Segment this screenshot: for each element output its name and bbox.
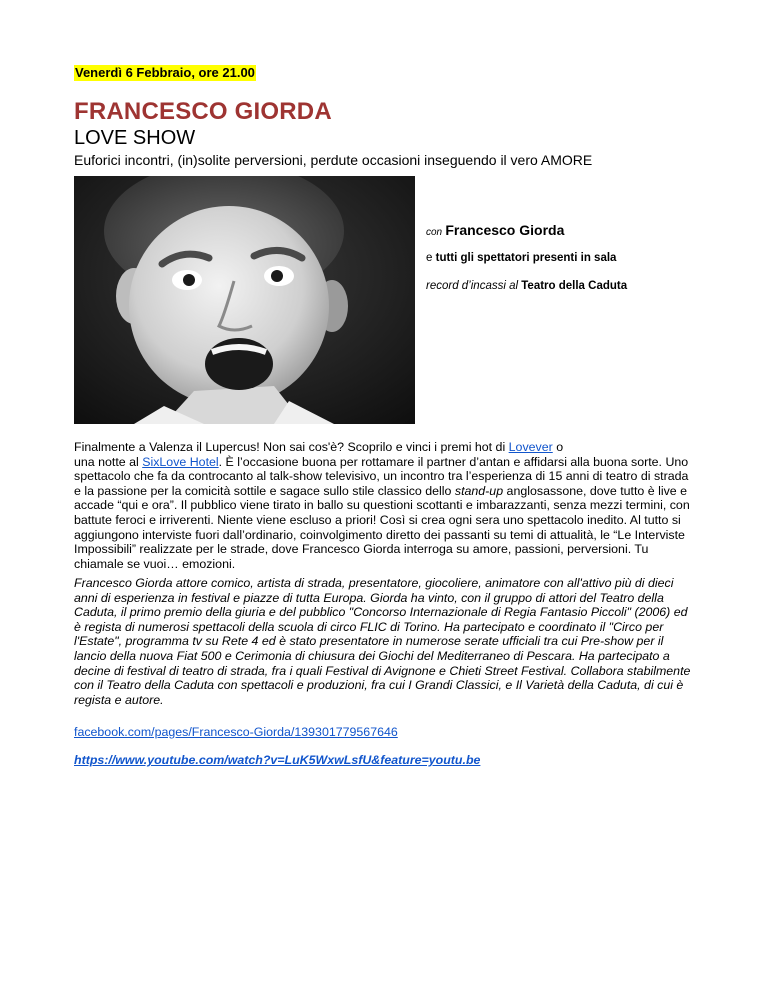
- event-date: Venerdì 6 Febbraio, ore 21.00: [75, 65, 255, 80]
- credit-audience-line: e tutti gli spettatori presenti in sala: [426, 252, 617, 264]
- performer-photo: [74, 176, 415, 424]
- show-subtitle: LOVE SHOW: [74, 127, 196, 149]
- credit-record-line: record d’incassi al Teatro della Caduta: [426, 280, 628, 292]
- credit-performer-line: con Francesco Giorda: [426, 222, 565, 238]
- performer-title: FRANCESCO GIORDA: [74, 98, 332, 125]
- lovever-link[interactable]: Lovever: [508, 440, 553, 454]
- credit-performer-name: Francesco Giorda: [445, 222, 565, 238]
- performer-portrait-image: [74, 176, 415, 424]
- youtube-link[interactable]: https://www.youtube.com/watch?v=LuK5WxwLsfU&feature=youtu.be: [74, 753, 481, 767]
- facebook-link[interactable]: facebook.com/pages/Francesco-Giorda/139301779567646: [74, 725, 398, 739]
- credit-venue-name: Teatro della Caduta: [521, 280, 628, 292]
- sixlove-hotel-link[interactable]: SixLove Hotel: [142, 454, 219, 469]
- performer-bio: Francesco Giorda attore comico, artista di strada, presentatore, giocoliere, animatore con all'attivo più di dieci anni di esperienza in festival e piazze di tutta Europa. Giorda ha vinto, con il gruppo di attori del Teatro della Caduta, il primo premio della giuria e del pubblico "Concorso Internazionale di Regia Fantasio Piccoli" (2006) ed è regista di numerosi spettacoli della scuola di circo FLIC di Torino. Ha partecipato e coordinato il "Circo per l'Estate", programma tv su Rete 4 ed è stato presentatore in numerose serate ufficiali tra cui Pre-show per il lancio della nuova Fiat 500 e Cerimonia di chiusura dei Giochi del Mediterraneo di Pescara. Ha partecipato a decine di festival di teatro di strada, fra i quali Festival di Avignone e Chieti Street Festival. Collabora stabilmente con il Teatro della Caduta con spettacoli e produzioni, fra cui I Grandi Classici, e Il Varietà della Caduta, di cui è regista e autore.: [74, 576, 691, 707]
- show-tagline: Euforici incontri, (in)solite perversioni, perdute occasioni inseguendo il vero AMORE: [74, 152, 593, 168]
- show-description: Finalmente a Valenza il Lupercus! Non sai cos'è? Scoprilo e vinci i premi hot di Lovever o una notte al SixLove Hotel. È l’occasione buona per rottamare il partner d’antan e affidarsi alla buona sorte. Uno spettacolo che fa da controcanto al talk-show televisivo, un incontro tra l’esperienza di 15 anni di teatro di strada e la passione per la comicità sottile e sagace sullo stile classico dello stand-up anglosassone, dove tutto è live e accade “qui e ora”. Il pubblico viene tirato in ballo su questioni scottanti e imbarazzanti, senza mezzi termini, con battute feroci e irriverenti. Niente viene escluso a priori! Così si crea ogni sera uno spettacolo inedito. Al tutto si aggiungono interviste fuori dall’ordinario, coinvolgimento diretto dei passanti su temi di attualità, le “Le Interviste Impossibili” realizzate per le strade, dove Francesco Giorda interroga su amore, passioni, perversioni. Tu chiamale se vuoi… emozioni.: [74, 440, 690, 571]
